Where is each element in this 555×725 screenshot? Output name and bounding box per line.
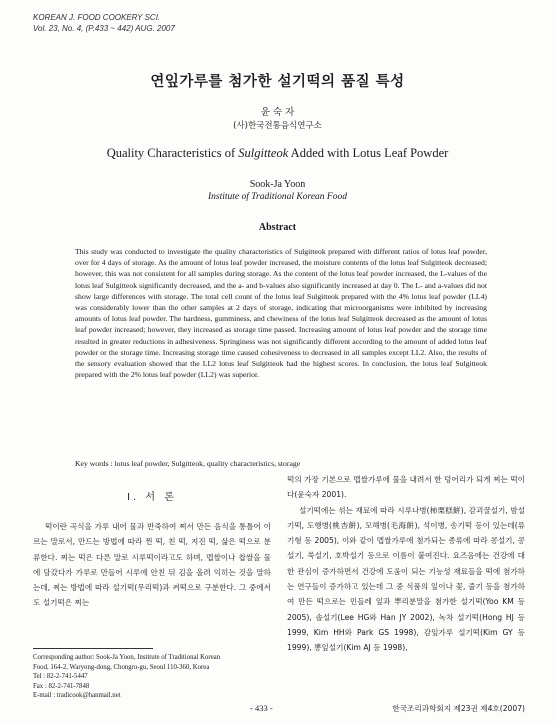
- keywords: Key words : lotus leaf powder, Sulgitteok, quality characteristics, storage: [75, 459, 301, 468]
- left-column-body: 떡이란 곡식을 가루 내어 물과 반죽하여 쪄서 만든 음식을 통틀어 이르는 말로서, 만드는 방법에 따라 찐 떡, 친 떡, 지진 떡, 삶은 떡으로 분류한다. 찌는 떡은 다른 말로 시루떡이라고도 하며, 멥쌀이나 찹쌀을 물에 담갔다가 가루로 만들어 시루에 안친 뒤 김을 올려 익히는 것을 말하는데, 찌는 방법에 따라 설기떡(무리떡)과 켜떡으로 구분한다. 그 중에서도 설기떡은 찌는: [33, 522, 271, 608]
- english-title-part-1: Quality Characteristics of: [106, 146, 239, 160]
- korean-author: 윤 숙 자: [260, 107, 295, 118]
- english-title-part-3: Added with Lotus Leaf Powder: [288, 146, 449, 160]
- journal-name: KOREAN J. FOOD COOKERY SCI.: [33, 13, 161, 22]
- right-paragraph-1: 떡의 가장 기본으로 멥쌀가루에 물을 내려서 한 덩어리가 되게 찌는 떡이다(윤숙자 2001).: [287, 475, 525, 500]
- footnote-line: Tel : 82-2-741-5447: [33, 673, 88, 681]
- footnote-divider: [33, 648, 153, 649]
- correspondence-footnote: [33, 653, 273, 701]
- english-affiliation: Institute of Traditional Korean Food: [208, 192, 347, 202]
- korean-affiliation: (사)한국전통음식연구소: [233, 121, 322, 131]
- journal-volume: Vol. 23, No. 4, (P.433 ~ 442) AUG. 2007: [33, 24, 175, 33]
- footnote-line: Fax : 82-2-741-7848: [33, 682, 90, 690]
- right-paragraph-2: 설기떡에는 섞는 재료에 따라 시루나병(柿栗糕餠), 감괴꿀설기, 밤설기떡, 도행병(桃杏餠), 모해병(毛海餠), 석이병, 송기떡 등이 있는데(류기형 등 2005), 이와 같이 멥쌀가루에 첨가되는 종류에 따라 콩설기, 콩설기, 쑥설기, 호박설기 등으로 이름이 붙여진다. 요즈음에는 건강에 대한 관심이 증가하면서 건강에 도움이 되는 기능성 재료들을 떡에 첨가하는 연구들이 증가하고 있는데 그 중 식품의 잎이나 꽃, 줄기 등을 첨가하여 만든 떡으로는 민들레 잎과 뿌리분말을 첨가한 설기떡(Yoo KM 등 2005), 솔설기(Lee HG와 Han JY 2002), 녹차 설기떡(Hong HJ 등 1999, Kim HH와 Park GS 1998), 감잎가루 설기떡(Kim GY 등 1999), 뽕잎설기(Kim AJ 등 1998),: [287, 505, 525, 653]
- abstract-heading: Abstract: [258, 222, 297, 233]
- abstract-text: This study was conducted to investigate the quality characteristics of Sulgitteok prepared with different ratios of lotus leaf powder, over for 4 days of storage. As the amount of lotus leaf powder increased, the moisture contents of the lotus leaf Sulgitteok decreased; however, this was not consistent for all samples during storage. As the content of the lotus leaf powder increased, the L-values of the lotus leaf Sulgitteok significantly decreased, and the a- and b-values also significantly increased at day 0. The L- and a-values did not show large differences with storage. The total cell count of the lotus leaf Sulgitteok prepared with the 4% lotus leaf powder (LL4) was considerably lower than the other samples at 2 days of storage, indicating that microorganisms were inhibited by increasing amounts of lotus leaf powder. The hardness, gumminess, and chewiness of the lotus leaf Sulgitteok decreased as the amount of lotus leaf powder increased; however, they increased as storage time passed. Increasing amount of lotus leaf powder and the storage time resulted in greater reductions in adhesiveness. Springiness was not significantly different according to the amount of added lotus leaf powder or the storage time. Increasing storage time caused cohesiveness to decreased in all samples except LL2. Also, the results of the sensory evaluation showed that the LL2 lotus leaf Sulgitteok had the highest scores. In conclusion, the lotus leaf Sulgitteok prepared with the 2% lotus leaf powder (LL2) was superior.: [75, 247, 487, 380]
- section-title: Ⅰ. 서 론: [127, 492, 177, 503]
- journal-header: [33, 12, 175, 34]
- footnote-line: Corresponding author: Sook-Ja Yoon, Institute of Traditional Korean: [33, 654, 221, 661]
- footnote-line: Food, 164-2, Waryong-dong, Chongro-gu, Seoul 110-360, Korea: [33, 663, 210, 671]
- english-title-part-2: Sulgitteok: [238, 146, 289, 160]
- english-author: Sook-Ja Yoon: [249, 179, 306, 190]
- page-number: - 433 -: [250, 703, 273, 713]
- english-title: [0, 146, 555, 161]
- footer-journal: 한국조리과학회지 제23권 제4호(2007): [392, 704, 525, 713]
- footnote-line: E-mail : tradicook@hanmail.net: [33, 692, 121, 700]
- korean-title: 연잎가루를 첨가한 설기떡의 품질 특성: [150, 74, 405, 90]
- left-column-heading: [33, 474, 271, 503]
- right-column-body: [287, 472, 525, 656]
